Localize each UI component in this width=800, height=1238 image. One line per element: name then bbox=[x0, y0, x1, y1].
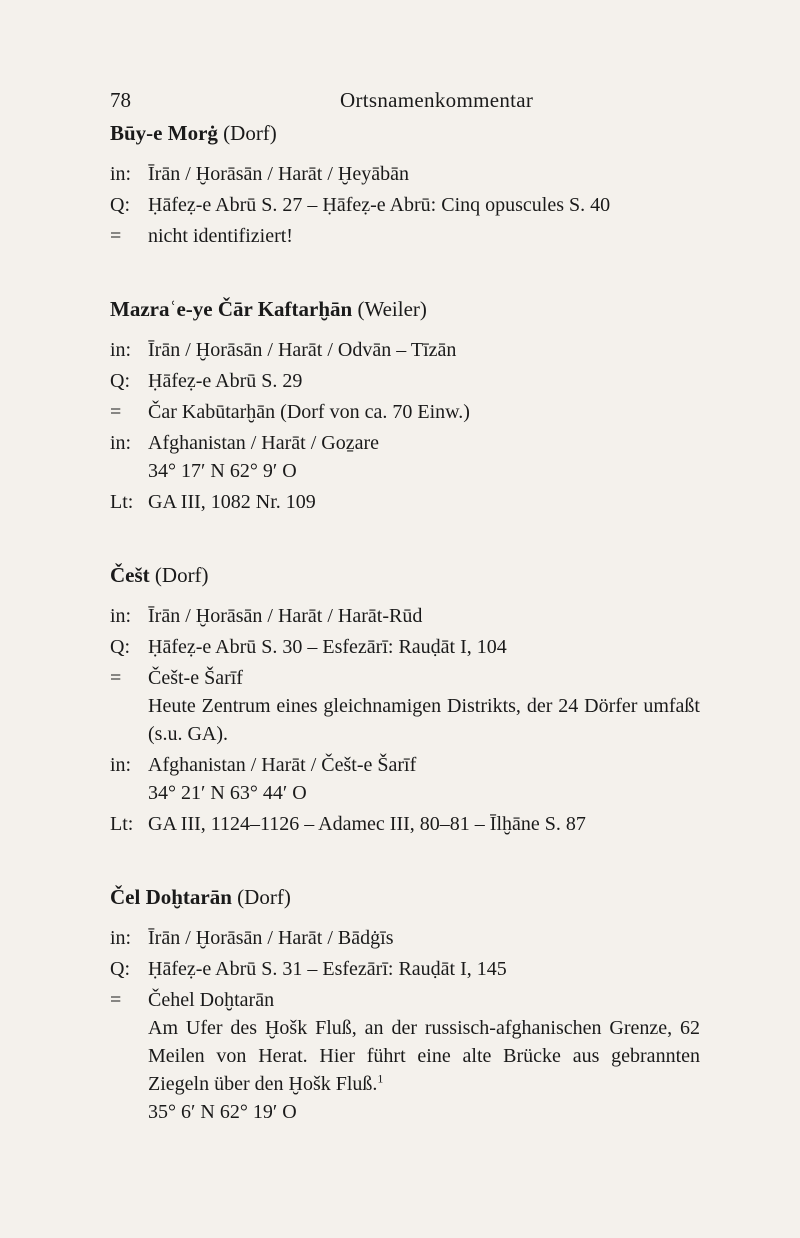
coordinates: 35° 6′ N 62° 19′ O bbox=[148, 1101, 297, 1123]
entry-name: Češt bbox=[110, 563, 150, 587]
entry bbox=[110, 294, 700, 516]
entry-description: Heute Zentrum eines gleichnamigen Distrikts, der 24 Dörfer umfaßt (s.u. GA). bbox=[148, 695, 700, 745]
entry-row bbox=[110, 160, 700, 188]
row-text: Īrān / Ḫorāsān / Harāt / Ḫeyābān bbox=[148, 163, 409, 185]
entry-row bbox=[110, 751, 700, 807]
entry-row bbox=[110, 633, 700, 661]
row-label: Q: bbox=[110, 636, 130, 658]
entry-row bbox=[110, 222, 700, 250]
row-label: in: bbox=[110, 163, 132, 185]
row-label: in: bbox=[110, 605, 132, 627]
entry bbox=[110, 560, 700, 838]
coordinates: 34° 21′ N 63° 44′ O bbox=[148, 782, 307, 804]
row-text: Češt-e Šarīf bbox=[148, 667, 243, 689]
page-header bbox=[110, 88, 690, 118]
entry bbox=[110, 882, 700, 1126]
page-number: 78 bbox=[110, 88, 131, 112]
entry-row bbox=[110, 429, 700, 485]
row-text: Īrān / Ḫorāsān / Harāt / Bādġīs bbox=[148, 927, 394, 949]
entry-type: (Dorf) bbox=[223, 121, 277, 145]
running-title: Ortsnamenkommentar bbox=[340, 88, 534, 112]
row-text: Ḥāfeẓ-e Abrū S. 31 – Esfezārī: Rauḍāt I, 145 bbox=[148, 958, 507, 980]
entry bbox=[110, 118, 700, 250]
row-text: Ḥāfeẓ-e Abrū S. 27 – Ḥāfeẓ-e Abrū: Cinq opuscules S. 40 bbox=[148, 194, 611, 216]
entry-type: (Dorf) bbox=[154, 563, 209, 587]
row-text: Afghanistan / Harāt / Češt-e Šarīf bbox=[148, 754, 417, 776]
entry-title bbox=[110, 294, 700, 324]
entry-type: (Weiler) bbox=[357, 297, 427, 321]
entry-row bbox=[110, 367, 700, 395]
row-label: in: bbox=[110, 754, 132, 776]
entry-row bbox=[110, 398, 700, 426]
entry-row bbox=[110, 664, 700, 748]
row-label: = bbox=[110, 667, 122, 689]
row-label: Q: bbox=[110, 958, 130, 980]
footnote-mark[interactable]: 1 bbox=[377, 1071, 384, 1086]
entry-title bbox=[110, 882, 700, 912]
entry-name: Būy-e Morġ bbox=[110, 121, 218, 145]
description-text: Am Ufer des Ḫošk Fluß, an der russisch-afghanischen Grenze, 62 Meilen von Herat. Hier führt eine alte Brücke aus gebrannten Ziegeln über den Ḫošk Fluß. bbox=[148, 1017, 700, 1095]
row-text: GA III, 1082 Nr. 109 bbox=[148, 491, 316, 513]
row-label: in: bbox=[110, 339, 132, 361]
row-label: = bbox=[110, 225, 122, 247]
row-text: Ḥāfeẓ-e Abrū S. 30 – Esfezārī: Rauḍāt I, 104 bbox=[148, 636, 507, 658]
row-label: in: bbox=[110, 927, 132, 949]
row-label: in: bbox=[110, 432, 132, 454]
row-label: Lt: bbox=[110, 813, 134, 835]
row-text: nicht identifiziert! bbox=[148, 225, 293, 247]
entry-row bbox=[110, 924, 700, 952]
entry-row bbox=[110, 955, 700, 983]
entry-type: (Dorf) bbox=[237, 885, 291, 909]
row-text: GA III, 1124–1126 – Adamec III, 80–81 – Īlḫāne S. 87 bbox=[148, 813, 586, 835]
entry-row bbox=[110, 336, 700, 364]
entry-title bbox=[110, 118, 700, 148]
row-text: Čehel Doḫtarān bbox=[148, 989, 275, 1011]
entry-title bbox=[110, 560, 700, 590]
row-label: Lt: bbox=[110, 491, 134, 513]
entry-row bbox=[110, 986, 700, 1126]
row-label: Q: bbox=[110, 194, 130, 216]
entry-name: Čel Doḫtarān bbox=[110, 885, 232, 909]
row-label: Q: bbox=[110, 370, 130, 392]
coordinates: 34° 17′ N 62° 9′ O bbox=[148, 460, 297, 482]
row-text: Afghanistan / Harāt / Goẕare bbox=[148, 432, 380, 454]
entry-row bbox=[110, 488, 700, 516]
entry-description bbox=[148, 1014, 700, 1098]
row-label: = bbox=[110, 989, 122, 1011]
entry-name: Mazraʿe-ye Čār Kaftarḫān bbox=[110, 297, 353, 321]
entries bbox=[110, 118, 700, 1170]
entry-row bbox=[110, 602, 700, 630]
row-text: Ḥāfeẓ-e Abrū S. 29 bbox=[148, 370, 303, 392]
row-text: Čar Kabūtarḫān (Dorf von ca. 70 Einw.) bbox=[148, 401, 470, 423]
row-label: = bbox=[110, 401, 122, 423]
entry-row bbox=[110, 810, 700, 838]
row-text: Īrān / Ḫorāsān / Harāt / Harāt-Rūd bbox=[148, 605, 423, 627]
row-text: Īrān / Ḫorāsān / Harāt / Odvān – Tīzān bbox=[148, 339, 457, 361]
entry-row bbox=[110, 191, 700, 219]
